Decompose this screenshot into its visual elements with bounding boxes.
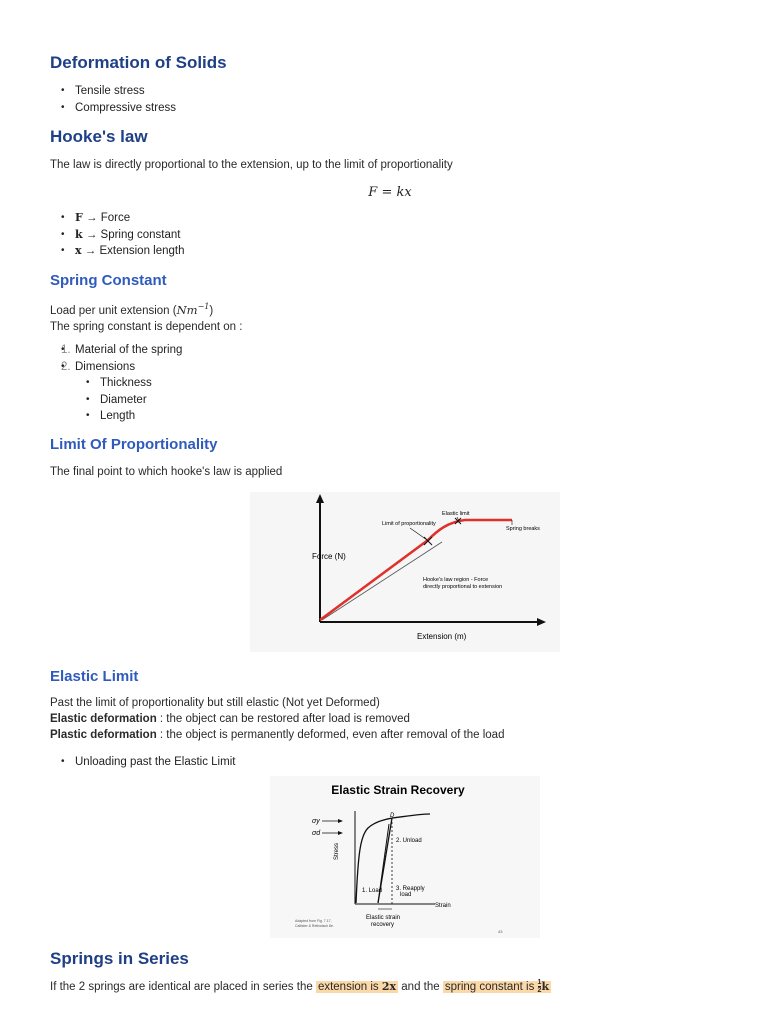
hooke-text: The law is directly proportional to the extension, up to the limit of proportionality [50, 159, 453, 171]
load-label: 1. Load [362, 888, 383, 894]
point-d-label: D [390, 813, 395, 819]
highlight-extension: extension is 2x [317, 980, 397, 993]
region-label-2: directly proportional to extension [423, 584, 503, 590]
heading-hooke: Hooke's law [50, 127, 148, 146]
list-item: • Compressive stress [50, 100, 176, 117]
force-extension-diagram [250, 492, 560, 652]
deformation-list [50, 83, 176, 116]
elastic-list [50, 754, 235, 771]
hooke-formula: F = kx [368, 185, 412, 200]
y-axis-label: Force (N) [312, 552, 346, 561]
reapply-label: 3. Reapply [396, 886, 425, 892]
elastic-text: Past the limit of proportionality but still elastic (Not yet Deformed) Elastic deformation : the object can be restored after load is removed Plastic deformation : the object is permanently deformed, even after removal of the load [50, 697, 505, 741]
sigma-y-label: σy [312, 818, 320, 825]
x-axis-label: Extension (m) [417, 632, 467, 641]
recovery-label-2: recovery [371, 922, 395, 928]
highlight-spring-constant: spring constant is $\frac{1}{2}$ k [444, 979, 550, 995]
heading-deformation: Deformation of Solids [50, 53, 227, 72]
limit-text: The final point to which hooke's law is applied [50, 466, 283, 478]
unload-label: 2. Unload [396, 838, 422, 844]
list-item: • Diameter [50, 392, 152, 409]
spring-breaks-label: Spring breaks [506, 526, 540, 532]
list-item: • k → Spring constant [50, 227, 185, 244]
source-label: Adapted from Fig. 7.17, [295, 919, 332, 923]
strain-label: Strain [435, 903, 451, 909]
reapply-label-2: load [400, 892, 412, 898]
series-text: If the 2 springs are identical are placed in series the extension is 2x and the spring constant is $\frac{1}{2}$ k [50, 979, 550, 995]
list-item: • x → Extension length [50, 243, 185, 260]
list-item: • 2. Dimensions [50, 359, 182, 376]
sigma-d-label: σd [312, 830, 321, 837]
stress-label: Stress [334, 842, 340, 860]
heading-spring-constant: Spring Constant [50, 272, 167, 289]
list-item: • 1. Material of the spring [50, 342, 182, 359]
heading-springs-series: Springs in Series [50, 949, 189, 968]
slide-page-number: 43 [498, 929, 503, 934]
source-label-2: Callister & Rethwisch 8e. [295, 924, 334, 928]
list-item: • Unloading past the Elastic Limit [50, 754, 235, 771]
limit-of-proportionality-label: Limit of proportionality [382, 521, 436, 527]
list-item: • F → Force [50, 210, 185, 227]
list-item: • Tensile stress [50, 83, 176, 100]
heading-limit-proportionality: Limit Of Proportionality [50, 436, 218, 453]
hooke-vars [50, 210, 185, 260]
heading-elastic-limit: Elastic Limit [50, 668, 139, 685]
dimensions-sublist [50, 375, 152, 425]
spring-constant-list [50, 342, 182, 375]
region-label-1: Hooke's law region - Force [423, 577, 489, 583]
list-item: • Thickness [50, 375, 152, 392]
figure-title: Elastic Strain Recovery [331, 783, 465, 797]
list-item: • Length [50, 408, 152, 425]
elastic-limit-label: Elastic limit [442, 511, 470, 517]
spring-constant-text: Load per unit extension $(Nm^{-1})$ The spring constant is dependent on : [50, 302, 243, 333]
elastic-strain-recovery-diagram [270, 776, 540, 938]
recovery-label: Elastic strain [366, 915, 401, 921]
